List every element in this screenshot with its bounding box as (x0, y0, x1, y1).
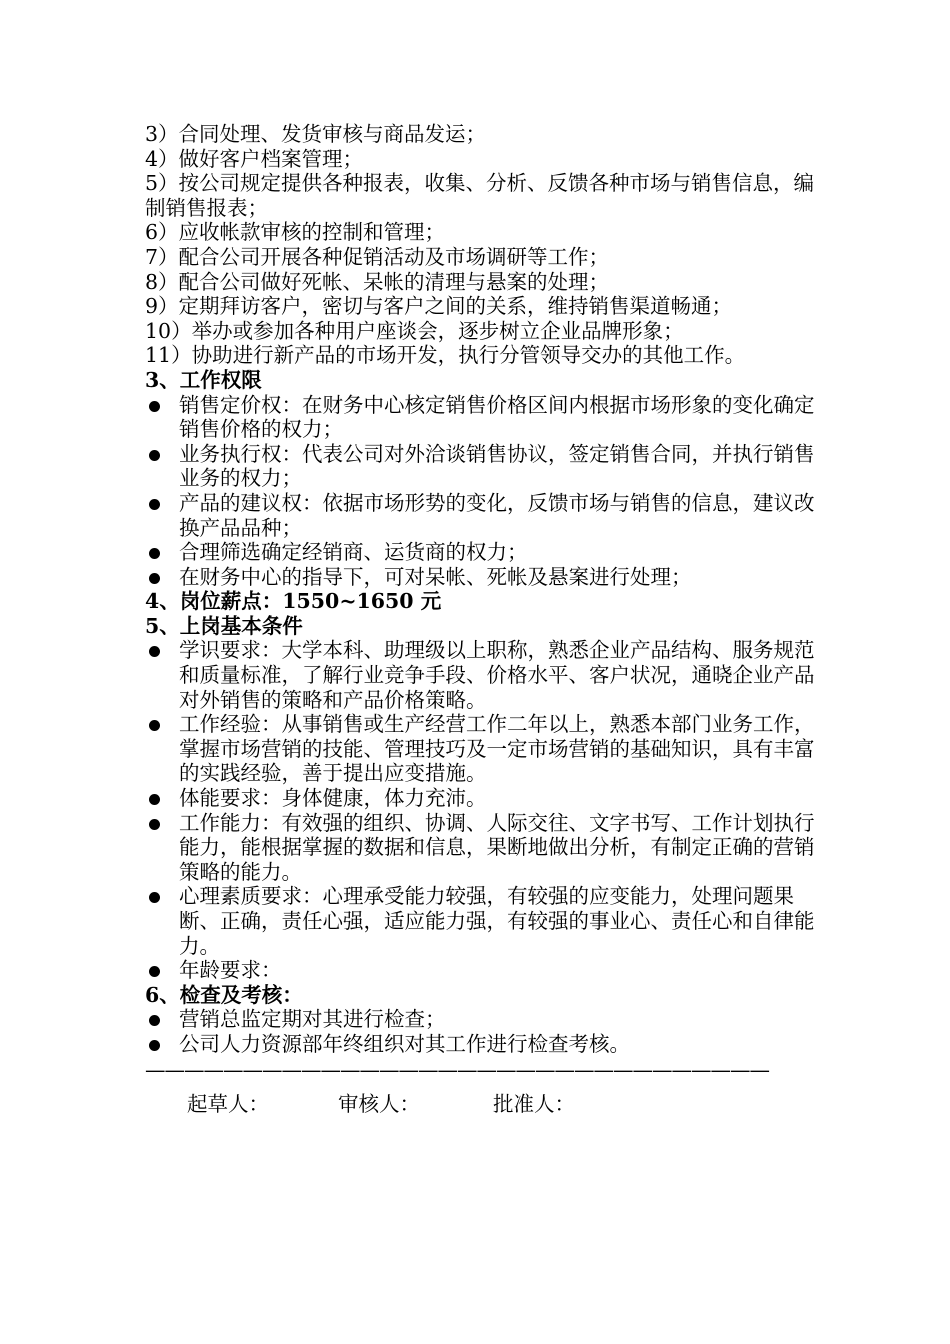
duty-item: 4）做好客户档案管理； (145, 146, 364, 171)
duty-item: 9）定期拜访客户，密切与客户之间的关系，维持销售渠道畅通； (145, 294, 733, 319)
bullet-icon (149, 892, 160, 903)
bullet-icon (149, 966, 160, 977)
bullet-item (145, 712, 815, 786)
bullet-icon (149, 794, 160, 805)
section-heading-salary: 4、岗位薪点：1550~1650 元 (145, 589, 442, 614)
bullet-item (145, 442, 815, 491)
bullet-item (145, 491, 815, 540)
signature-row (145, 1092, 815, 1122)
bullet-icon (149, 548, 160, 559)
bullet-item (145, 884, 815, 958)
bullet-icon (149, 450, 160, 461)
bullet-item (145, 1032, 815, 1057)
bullet-icon (149, 499, 160, 510)
duty-item: 11）协助进行新产品的市场开发，执行分管领导交办的其他工作。 (145, 343, 746, 368)
duty-item: 6）应收帐款审核的控制和管理； (145, 220, 446, 245)
approver-label: 批准人： (493, 1092, 575, 1117)
bullet-item (145, 638, 815, 712)
bullet-text: 心理素质要求：心理承受能力较强，有较强的应变能力，处理问题果断、正确，责任心强，适应能力强，有较强的事业心、责任心和自律能力。 (179, 884, 815, 958)
section-heading-assessment: 6、检查及考核： (145, 982, 303, 1007)
bullet-text: 公司人力资源部年终组织对其工作进行检查考核。 (179, 1031, 630, 1056)
bullet-text: 工作能力：有效强的组织、协调、人际交往、文字书写、工作计划执行能力，能根据掌握的数据和信息，果断地做出分析，有制定正确的营销策略的能力。 (179, 810, 815, 884)
bullet-item (145, 393, 815, 442)
bullet-text: 工作经验：从事销售或生产经营工作二年以上，熟悉本部门业务工作，掌握市场营销的技能、管理技巧及一定市场营销的基础知识，具有丰富的实践经验，善于提出应变措施。 (179, 712, 815, 786)
bullet-text: 学识要求：大学本科、助理级以上职称，熟悉企业产品结构、服务规范和质量标准，了解行业竞争手段、价格水平、客户状况，通晓企业产品对外销售的策略和产品价格策略。 (179, 638, 815, 712)
document-page (145, 122, 815, 1122)
bullet-item (145, 786, 815, 811)
bullet-icon (149, 1040, 160, 1051)
duty-item: 8）配合公司做好死帐、呆帐的清理与悬案的处理； (145, 269, 610, 294)
bullet-icon (149, 573, 160, 584)
bullet-item (145, 958, 815, 983)
bullet-text: 业务执行权：代表公司对外洽谈销售协议，签定销售合同，并执行销售业务的权力； (179, 441, 815, 491)
drafter-label: 起草人： (187, 1092, 269, 1117)
bullet-icon (149, 401, 160, 412)
bullet-item (145, 540, 815, 565)
duty-item: 5）按公司规定提供各种报表，收集、分析、反馈各种市场与销售信息，编制销售报表； (145, 171, 815, 220)
bullet-item (145, 1007, 815, 1032)
duty-item: 7）配合公司开展各种促销活动及市场调研等工作； (145, 244, 610, 269)
duty-item: 3）合同处理、发货审核与商品发运； (145, 122, 487, 146)
section-heading-requirements: 5、上岗基本条件 (145, 613, 303, 638)
section-heading-authority: 3、工作权限 (145, 367, 262, 392)
duty-item: 10）举办或参加各种用户座谈会，逐步树立企业品牌形象； (145, 318, 684, 343)
bullet-item (145, 811, 815, 885)
divider-line: ———————————————————————————————— (145, 1057, 769, 1082)
reviewer-label: 审核人： (338, 1092, 420, 1117)
bullet-text: 在财务中心的指导下，可对呆帐、死帐及悬案进行处理； (179, 564, 692, 589)
bullet-text: 销售定价权：在财务中心核定销售价格区间内根据市场形象的变化确定销售价格的权力； (179, 392, 815, 442)
bullet-icon (149, 646, 160, 657)
bullet-icon (149, 1015, 160, 1026)
bullet-text: 营销总监定期对其进行检查； (179, 1007, 446, 1032)
bullet-text: 产品的建议权：依据市场形势的变化，反馈市场与销售的信息，建议改换产品品种； (179, 490, 815, 540)
bullet-icon (149, 819, 160, 830)
bullet-text: 合理筛选确定经销商、运货商的权力； (179, 540, 528, 565)
bullet-item (145, 565, 815, 590)
bullet-text: 年龄要求： (179, 958, 282, 983)
bullet-text: 体能要求：身体健康，体力充沛。 (179, 786, 487, 811)
bullet-icon (149, 720, 160, 731)
